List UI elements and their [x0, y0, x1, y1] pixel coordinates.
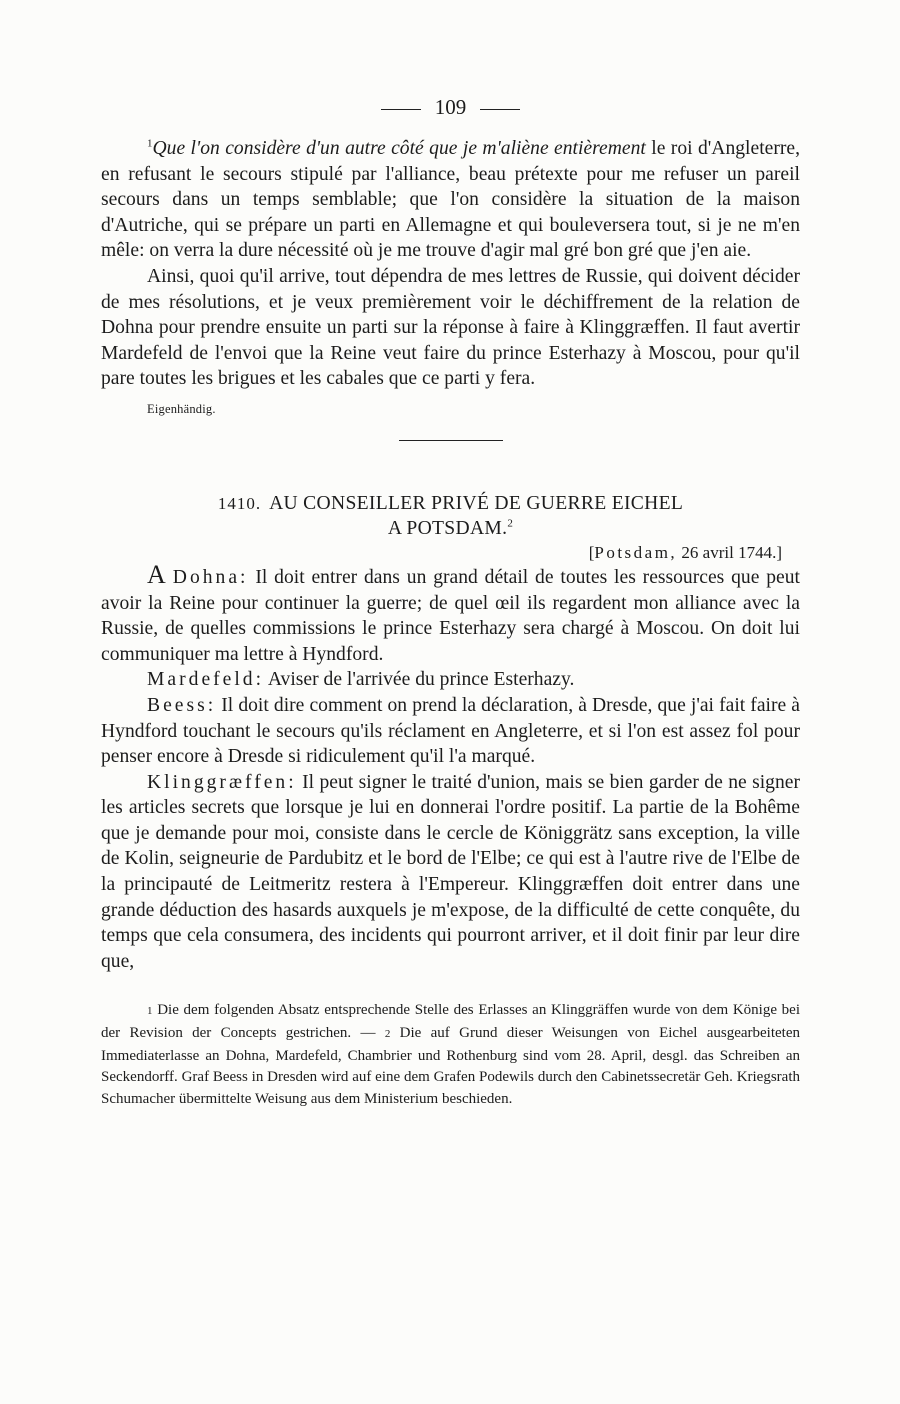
footnote-text-1: Die dem folgenden Absatz entsprechende Stelle des Erlasses an Klinggräffen wurde von dem Könige bei der Revision der Concepts gestrichen. — — [101, 1002, 800, 1042]
paragraph-1-body: le roi d'Angleterre, en refusant le secours stipulé par l'alliance, beau prétexte pour me refuser un pareil secours dans un temps semblable; que l'on considère la situation de la maison d'Autriche, qui se prépare un parti en Allemagne et qui bouleversera tout, si je ne m'en mêle: on verra la dure nécessité où je me trouve d'agir mal gré bon gré que j'en aie. — [101, 138, 800, 262]
document-number: 1410. — [217, 493, 262, 513]
footnote-mark-1: 1 — [147, 1005, 153, 1018]
instruction-text: Il doit dire comment on prend la déclaration, à Dresde, que j'ai fait faire à Hyndford touchant le secours qu'ils réclament en Angleterre, et si l'on est assez fol pour penser encore à Dresde si ridiculement qu'il l'a marqué. — [101, 694, 800, 768]
recipient-name: Dohna: — [172, 566, 249, 588]
instruction-beess — [101, 693, 800, 770]
footnote-ref-2: 2 — [507, 517, 514, 530]
header-rule-right — [480, 109, 520, 110]
book-page — [101, 92, 800, 1110]
recipient-name: Klinggræffen: — [147, 771, 297, 793]
footnote-ref-1: 1 — [147, 137, 153, 150]
dateline-place: Potsdam, — [594, 542, 678, 562]
footnote-mark-2: 2 — [384, 1028, 391, 1041]
page-header — [101, 92, 800, 122]
dateline-date: 26 avril 1744.] — [677, 542, 782, 562]
paragraph-2: Ainsi, quoi qu'il arrive, tout dépendra de mes lettres de Russie, qui doivent décider de mes résolutions, et je veux premièrement voir le déchiffrement de la relation de Dohna pour prendre ensuite un parti sur la réponse à faire à Klinggræffen. Il faut avertir Mardefeld de l'envoi que la Reine veut faire du prince Esterhazy à Moscou, pour qu'il pare toutes les brigues et les cabales que ce parti y fera. — [101, 265, 800, 390]
section-title-line-2 — [101, 516, 800, 541]
instruction-text: Il doit entrer dans un grand détail de toutes les ressources que peut avoir la Reine pour continuer la guerre; de quel œil ils regardent mon alliance avec la Russie, de quelles commissions le prince Esterhazy sera chargé à Moscou. On doit lui communiquer ma lettre à Hyndford. — [101, 566, 800, 665]
paragraph-1 — [101, 136, 800, 264]
footnotes — [101, 1000, 800, 1110]
instruction-klinggraeffen — [101, 770, 800, 975]
instruction-text: Aviser de l'arrivée du prince Esterhazy. — [264, 669, 575, 691]
instruction-mardefeld — [101, 667, 800, 693]
instruction-dohna — [101, 559, 800, 667]
section-title-text-2: A POTSDAM. — [387, 517, 508, 539]
footnote-text-2: Die auf Grund dieser Weisungen von Eichel ausgearbeiteten Immediaterlasse an Dohna, Mardefeld, Chambrier und Rothenburg sind vom 28. April, desgl. das Schreiben an Seckendorff. Graf Beess in Dresden wird auf eine dem Grafen Podewils durch den Cabinetssecretär Geh. Kriegsrath Schumacher übermittelte Weisung aus dem Ministerium beschieden. — [101, 1025, 800, 1107]
dateline-open: [ — [588, 542, 595, 562]
section-title-line-1 — [101, 491, 800, 516]
paragraph-1-italic-opening: Que l'on considère d'un autre côté que je m'aliène entièrement — [152, 138, 646, 159]
header-rule-left — [381, 109, 421, 110]
instruction-prefix: A — [147, 559, 173, 589]
dateline — [101, 543, 782, 563]
recipient-name: Beess: — [147, 694, 217, 716]
section-title-text-1: AU CONSEILLER PRIVÉ DE GUERRE EICHEL — [269, 492, 684, 514]
section-divider — [399, 440, 503, 441]
instruction-text: Il peut signer le traité d'union, mais se bien garder de ne signer les articles secrets que lorsque je lui en donnerai l'ordre positif. La partie de la Bohême que je demande pour moi, consiste dans le cercle de Königgrätz sans exception, la ville de Kolin, seigneurie de Pardubitz et le bord de l'Elbe; ce qui est à l'autre rive de l'Elbe de la principauté de Leitmeritz restera à l'Empereur. Klinggræffen doit entrer dans une grande déduction des hasards auxquels je m'expose, de la difficulté de cette conquête, du temps que cela consumera, des incidents qui pourront arriver, et il doit finir par leur dire que, — [101, 771, 800, 972]
signoff-note: Eigenhändig. — [147, 401, 216, 416]
page-number: 109 — [434, 95, 467, 119]
recipient-name: Mardefeld: — [147, 669, 265, 691]
section-title — [101, 491, 800, 541]
